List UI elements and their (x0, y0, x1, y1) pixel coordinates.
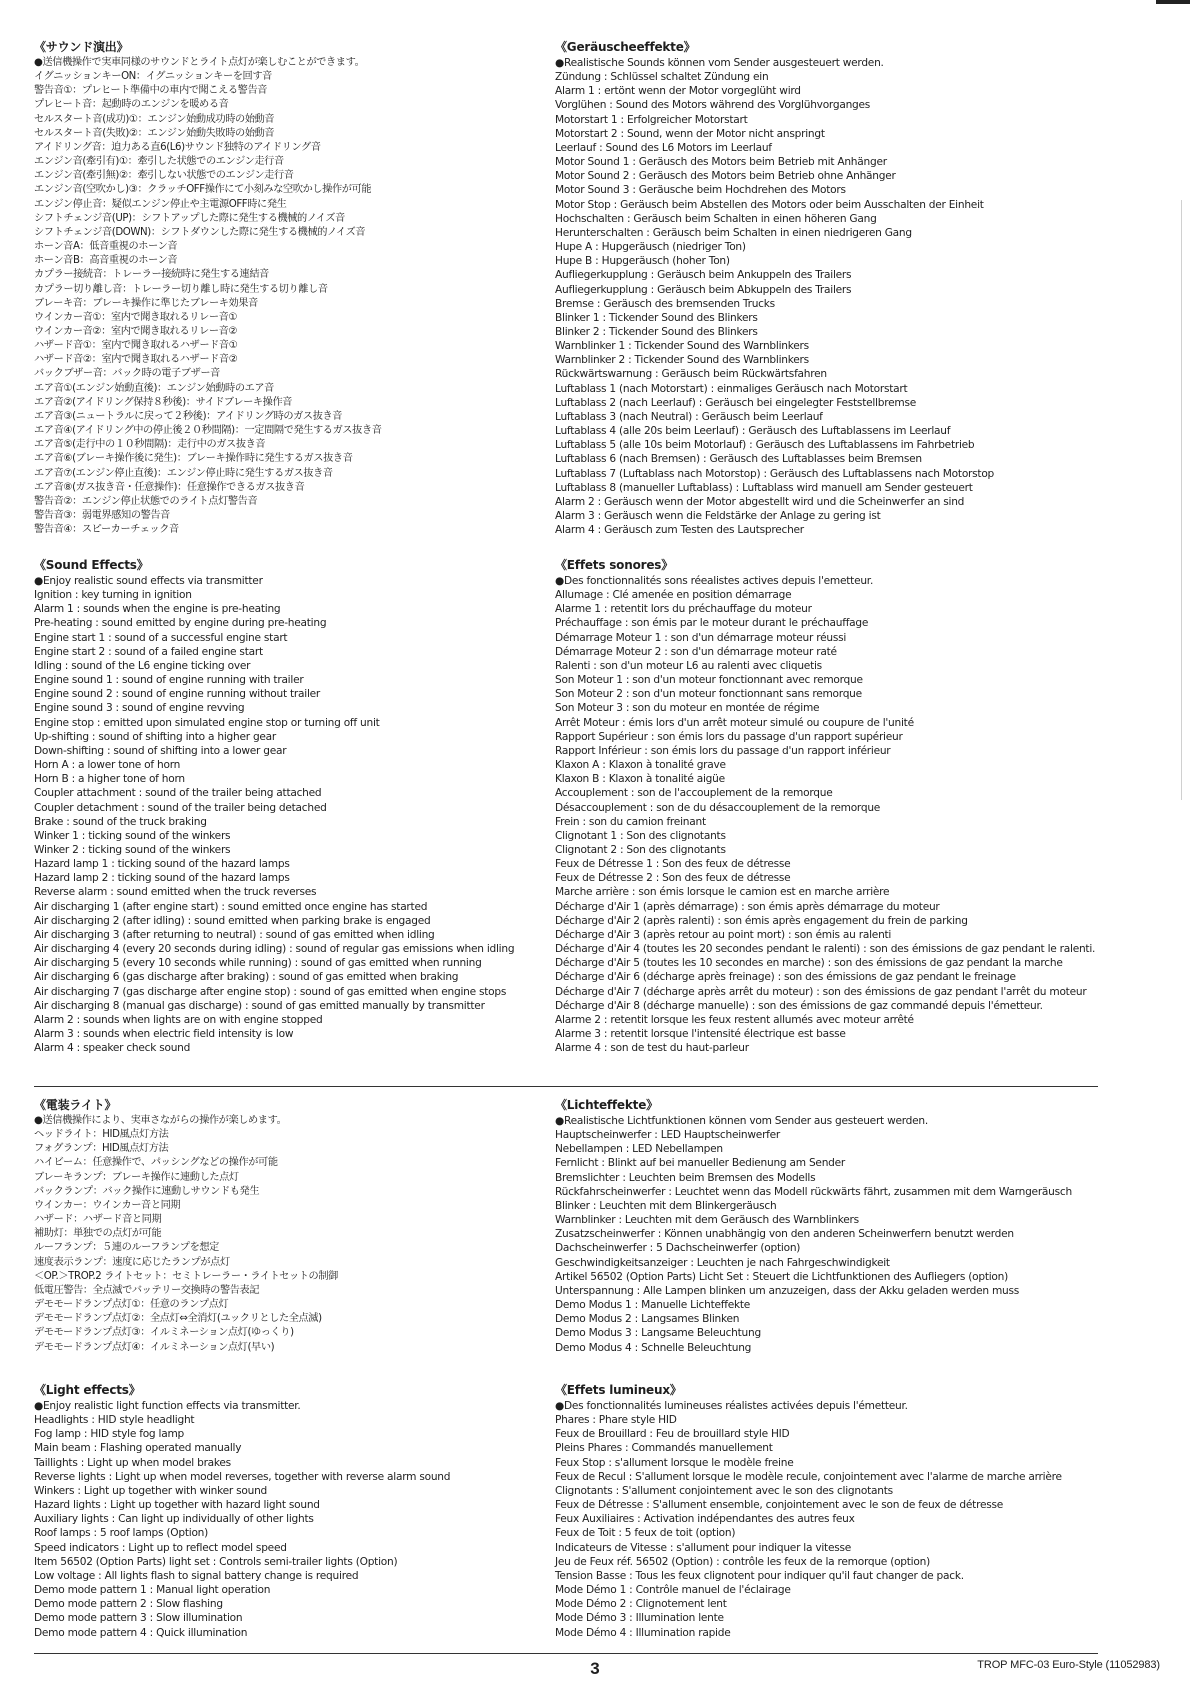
sound-effects-de (555, 40, 1115, 537)
text-line: Roof lamps : 5 roof lamps (Option) (34, 1527, 209, 1540)
text-line: エア音②(アイドリング保持８秒後)：サイドブレーキ操作音 (34, 396, 293, 408)
text-line: エア音③(ニュートラルに戻って２秒後)：アイドリング時のガス抜き音 (34, 410, 343, 422)
text-line: Coupler attachment : sound of the trailer being attached (34, 787, 322, 800)
text-line: Demo Modus 3 : Langsame Beleuchtung (555, 1327, 761, 1340)
text-line: Rapport Supérieur : son émis lors du passage d'un rapport supérieur (555, 730, 903, 743)
text-line: Reverse alarm : sound emitted when the truck reverses (34, 886, 317, 899)
text-line: ルーフランプ：５連のルーフランプを想定 (34, 1242, 219, 1254)
text-line: Geschwindigkeitsanzeiger : Leuchten je nach Fahrgeschwindigkeit (555, 1256, 890, 1269)
line-list (34, 1399, 564, 1640)
text-line: Son Moteur 3 : son du moteur en montée de régime (555, 702, 820, 715)
text-line: ホーン音B：高音重視のホーン音 (34, 255, 178, 267)
text-line: Feux de Détresse 2 : Son des feux de détresse (555, 872, 791, 885)
text-line: Feux Auxiliaires : Activation indépendantes des autres feux (555, 1513, 855, 1526)
text-line: エンジン音(空吹かし)③：クラッチOFF操作にて小刻みな空吹かし操作が可能 (34, 184, 372, 196)
text-line: Demo mode pattern 1 : Manual light operation (34, 1584, 271, 1597)
text-line: Alarm 2 : Geräusch wenn der Motor abgestellt wird und die Scheinwerfer an sind (555, 495, 965, 508)
text-line: バックブザー音：バック時の電子ブザー音 (34, 368, 220, 380)
light-effects-de (555, 1098, 1115, 1355)
text-line: デモモードランプ点灯②：全点灯⇔全消灯(ユックリとした全点滅) (34, 1313, 322, 1325)
text-line: Motorstart 2 : Sound, wenn der Motor nicht anspringt (555, 127, 825, 140)
text-line: Frein : son du camion freinant (555, 815, 706, 828)
text-line: Luftablass 8 (manueller Luftablass) : Luftablass wird manuell am Sender gesteuert (555, 481, 973, 494)
text-line: セルスタート音(成功)①：エンジン始動成功時の始動音 (34, 113, 275, 125)
text-line: 警告音④：スピーカーチェック音 (34, 524, 179, 536)
text-line: Artikel 56502 (Option Parts) Licht Set : Steuert die Lichtfunktionen des Aufliegers (option) (555, 1270, 1008, 1283)
text-line: Zusatzscheinwerfer : Können unabhängig von den anderen Scheinwerfern benutzt werden (555, 1228, 1014, 1241)
text-line: Alarm 1 : ertönt wenn der Motor vorgeglüht wird (555, 85, 801, 98)
text-line: Hazard lights : Light up together with hazard light sound (34, 1499, 320, 1512)
text-line: Alarm 4 : Geräusch zum Testen des Lautsprecher (555, 524, 804, 537)
text-line: エア音⑥(ブレーキ操作後に発生)：ブレーキ操作時に発生するガス抜き音 (34, 453, 353, 465)
text-line: デモモードランプ点灯③：イルミネーション点灯(ゆっくり) (34, 1327, 294, 1339)
text-line: Feux Stop : s'allument lorsque le modèle freine (555, 1456, 794, 1469)
text-line: Rückfahrscheinwerfer : Leuchtet wenn das Modell rückwärts fährt, zusammen mit dem Warngeräusch (555, 1185, 1072, 1198)
text-line: 警告音③：弱電界感知の警告音 (34, 510, 170, 521)
text-line: Engine sound 2 : sound of engine running without trailer (34, 688, 321, 701)
text-line: Préchauffage : son émis par le moteur durant le préchauffage (555, 617, 869, 630)
text-line: Herunterschalten : Geräusch beim Schalten in einen niedrigeren Gang (555, 226, 912, 239)
text-line: Alarme 1 : retentit lors du préchauffage du moteur (555, 603, 812, 616)
section-heading: 《Lichteffekte》 (555, 1098, 658, 1112)
text-line: エンジン音(牽引無)②：牽引しない状態でのエンジン走行音 (34, 170, 294, 182)
text-line: Demo Modus 2 : Langsames Blinken (555, 1313, 740, 1326)
text-line: Winker 1 : ticking sound of the winkers (34, 829, 231, 842)
text-line: Mode Démo 3 : Illumination lente (555, 1612, 724, 1625)
line-list (34, 1114, 564, 1355)
page-corner-tab (1156, 0, 1190, 4)
text-line: デモモードランプ点灯①：任意のランプ点灯 (34, 1299, 229, 1311)
text-line: シフトチェンジ音(DOWN)：シフトダウンした際に発生する機械的ノイズ音 (34, 226, 366, 238)
text-line: アイドリング音：迫力ある直6(L6)サウンド独特のアイドリング音 (34, 141, 321, 153)
text-line: Allumage : Clé amenée en position démarrage (555, 589, 792, 602)
text-line: Alarme 3 : retentit lorsque l'intensité électrique est basse (555, 1028, 846, 1040)
text-line: Hazard lamp 1 : ticking sound of the hazard lamps (34, 858, 290, 871)
text-line: Luftablass 1 (nach Motorstart) : einmaliges Geräusch nach Motorstart (555, 382, 908, 395)
text-line: Pre-heating : sound emitted by engine during pre-heating (34, 617, 327, 630)
line-list (34, 574, 564, 1055)
text-line: Headlights : HID style headlight (34, 1414, 195, 1427)
text-line: Feux de Détresse 1 : Son des feux de détresse (555, 858, 791, 871)
text-line: Engine stop : emitted upon simulated engine stop or turning off unit (34, 716, 380, 729)
text-line: Demo Modus 4 : Schnelle Beleuchtung (555, 1341, 752, 1354)
text-line: Son Moteur 2 : son d'un moteur fonctionnant sans remorque (555, 688, 862, 701)
text-line: 補助灯：単独での点灯が可能 (34, 1228, 162, 1240)
text-line: Clignotant 1 : Son des clignotants (555, 829, 726, 842)
text-line: ホーン音A：低音重視のホーン音 (34, 241, 178, 253)
text-line: Décharge d'Air 2 (après ralenti) : son émis après engagement du frein de parking (555, 914, 968, 927)
light-effects-en (34, 1383, 564, 1640)
text-line: Feux de Brouillard : Feu de brouillard style HID (555, 1428, 790, 1441)
text-line: ●Enjoy realistic sound effects via transmitter (34, 575, 263, 587)
text-line: Engine start 2 : sound of a failed engine start (34, 645, 263, 658)
text-line: ブレーキ音：ブレーキ操作に準じたブレーキ効果音 (34, 297, 258, 309)
footer-divider (34, 1653, 1098, 1654)
sound-effects-fr (555, 558, 1115, 1055)
text-line: Luftablass 6 (nach Bremsen) : Geräusch des Luftablasses beim Bremsen (555, 453, 922, 466)
text-line: イグニッションキーON：イグニッションキーを回す音 (34, 71, 272, 83)
section-heading: 《Effets sonores》 (555, 558, 674, 572)
text-line: Air discharging 7 (gas discharge after engine stop) : sound of gas emitted when engine stops (34, 985, 507, 998)
text-line: Accouplement : son de l'accouplement de la remorque (555, 787, 833, 800)
text-line: Décharge d'Air 8 (décharge manuelle) : son des émissions de gaz commandé depuis l'émetteur. (555, 999, 1043, 1012)
text-line: Décharge d'Air 4 (toutes les 20 secondes pendant le ralenti) : son des émissions de gaz pendant le ralenti. (555, 943, 1096, 956)
text-line: エア音④(アイドリング中の停止後２０秒間隔)：一定間隔で発生するガス抜き音 (34, 425, 382, 437)
text-line: Feux de Toit : 5 feux de toit (option) (555, 1527, 736, 1540)
text-line: Low voltage : All lights flash to signal battery change is required (34, 1569, 359, 1582)
text-line: Down-shifting : sound of shifting into a lower gear (34, 744, 287, 757)
line-list (34, 56, 564, 537)
text-line: バックランプ：バック操作に連動しサウンドも発生 (34, 1185, 260, 1197)
text-line: Engine sound 1 : sound of engine running with trailer (34, 674, 304, 687)
text-line: Blinker : Leuchten mit dem Blinkergeräusch (555, 1199, 777, 1212)
text-line: Motorstart 1 : Erfolgreicher Motorstart (555, 113, 748, 126)
text-line: Warnblinker 1 : Tickender Sound des Warnblinkers (555, 340, 809, 353)
section-heading: 《電装ライト》 (34, 1098, 117, 1112)
text-line: Son Moteur 1 : son d'un moteur fonctionnant avec remorque (555, 674, 863, 687)
text-line: Désaccouplement : son de du désaccouplement de la remorque (555, 801, 881, 814)
text-line: Bremse : Geräusch des bremsenden Trucks (555, 297, 775, 310)
text-line: Motor Sound 1 : Geräusch des Motors beim Betrieb mit Anhänger (555, 156, 887, 169)
text-line: Demo mode pattern 4 : Quick illumination (34, 1626, 248, 1639)
text-line: Jeu de Feux réf. 56502 (Option) : contrôle les feux de la remorque (option) (555, 1555, 930, 1568)
text-line: Démarrage Moteur 1 : son d'un démarrage moteur réussi (555, 631, 847, 644)
text-line: エア音⑦(エンジン停止直後)：エンジン停止時に発生するガス抜き音 (34, 467, 333, 479)
text-line: Coupler detachment : sound of the trailer being detached (34, 801, 327, 814)
text-line: Klaxon A : Klaxon à tonalité grave (555, 759, 726, 772)
text-line: プレヒート音：起動時のエンジンを暖める音 (34, 99, 229, 111)
text-line: Klaxon B : Klaxon à tonalité aigüe (555, 773, 725, 786)
text-line: Mode Démo 2 : Clignotement lent (555, 1598, 727, 1611)
text-line: Alarm 4 : speaker check sound (34, 1042, 191, 1055)
text-line: Main beam : Flashing operated manually (34, 1442, 242, 1455)
text-line: Item 56502 (Option Parts) light set : Controls semi-trailer lights (Option) (34, 1555, 398, 1568)
footer-title: TROP MFC-03 Euro-Style (11052983) (977, 1659, 1160, 1671)
text-line: Aufliegerkupplung : Geräusch beim Abkuppeln des Trailers (555, 283, 852, 296)
text-line: Zündung : Schlüssel schaltet Zündung ein (555, 71, 769, 84)
text-line: Feux de Détresse : S'allument ensemble, conjointement avec le son de feux de détresse (555, 1499, 1004, 1512)
text-line: ●Des fonctionnalités lumineuses réalistes activées depuis l'émetteur. (555, 1400, 908, 1412)
text-line: Speed indicators : Light up to reflect model speed (34, 1541, 287, 1554)
section-heading: 《Geräuscheeffekte》 (555, 40, 696, 54)
text-line: Démarrage Moteur 2 : son d'un démarrage moteur raté (555, 645, 837, 658)
text-line: ブレーキランプ：ブレーキ操作に連動した点灯 (34, 1171, 239, 1183)
text-line: Décharge d'Air 5 (toutes les 10 secondes en marche) : son des émissions de gaz pendant la marche (555, 957, 1063, 970)
text-line: Demo mode pattern 3 : Slow illumination (34, 1612, 243, 1625)
text-line: ＜OP.＞TROP.2 ライトセット：セミトレーラー・ライトセットの制御 (34, 1270, 338, 1282)
sound-effects-en (34, 558, 564, 1055)
text-line: Unterspannung : Alle Lampen blinken um anzuzeigen, dass der Akku geladen werden muss (555, 1284, 1020, 1297)
text-line: Alarm 2 : sounds when lights are on with engine stopped (34, 1013, 323, 1026)
text-line: カプラー切り離し音：トレーラー切り離し時に発生する切り離し音 (34, 283, 328, 295)
text-line: Nebellampen : LED Nebellampen (555, 1143, 723, 1156)
text-line: ●Realistische Sounds können vom Sender ausgesteuert werden. (555, 57, 884, 69)
text-line: Hauptscheinwerfer : LED Hauptscheinwerfer (555, 1129, 781, 1142)
text-line: Engine start 1 : sound of a successful engine start (34, 631, 288, 644)
text-line: シフトチェンジ音(UP)：シフトアップした際に発生する機械的ノイズ音 (34, 212, 345, 224)
text-line: Motor Sound 3 : Geräusche beim Hochdrehen des Motors (555, 184, 846, 197)
text-line: Luftablass 5 (alle 10s beim Motorlauf) : Geräusch des Luftablassens im Fahrbetrieb (555, 439, 975, 452)
text-line: Warnblinker : Leuchten mit dem Geräusch des Warnblinkers (555, 1214, 859, 1227)
text-line: Ralenti : son d'un moteur L6 au ralenti avec cliquetis (555, 659, 822, 672)
text-line: Hazard lamp 2 : ticking sound of the hazard lamps (34, 872, 290, 885)
text-line: Air discharging 5 (every 10 seconds while running) : sound of gas emitted when running (34, 957, 482, 970)
sound-effects-jp (34, 40, 564, 537)
text-line: Indicateurs de Vitesse : s'allument pour indiquer la vitesse (555, 1541, 852, 1554)
text-line: Alarm 3 : sounds when electric field intensity is low (34, 1028, 294, 1040)
text-line: Leerlauf : Sound des L6 Motors im Leerlauf (555, 141, 772, 154)
text-line: Phares : Phare style HID (555, 1414, 677, 1427)
text-line: ハザード音①：室内で聞き取れるハザード音① (34, 340, 238, 352)
text-line: Warnblinker 2 : Tickender Sound des Warnblinkers (555, 354, 809, 367)
text-line: Horn B : a higher tone of horn (34, 773, 185, 786)
text-line: Alarme 4 : son de test du haut-parleur (555, 1042, 749, 1055)
text-line: Luftablass 3 (nach Neutral) : Geräusch beim Leerlauf (555, 410, 823, 423)
text-line: Décharge d'Air 3 (après retour au point mort) : son émis au ralenti (555, 928, 892, 941)
text-line: Clignotant 2 : Son des clignotants (555, 843, 726, 856)
text-line: Up-shifting : sound of shifting into a higher gear (34, 730, 277, 743)
text-line: Arrêt Moteur : émis lors d'un arrêt moteur simulé ou coupure de l'unité (555, 716, 914, 729)
text-line: Hochschalten : Geräusch beim Schalten in einen höheren Gang (555, 212, 877, 225)
section-heading: 《Effets lumineux》 (555, 1383, 682, 1397)
text-line: ハザード：ハザード音と同期 (34, 1214, 162, 1226)
text-line: ウインカー：ウインカー音と同期 (34, 1199, 181, 1211)
text-line: Alarm 3 : Geräusch wenn die Feldstärke der Anlage zu gering ist (555, 510, 881, 522)
text-line: Pleins Phares : Commandés manuellement (555, 1442, 773, 1455)
text-line: Vorglühen : Sound des Motors während des Vorglühvorganges (555, 99, 871, 112)
text-line: Luftablass 4 (alle 20s beim Leerlauf) : Geräusch des Luftablassens im Leerlauf (555, 425, 951, 438)
text-line: エア音⑧(ガス抜き音・任意操作)：任意操作できるガス抜き音 (34, 481, 305, 493)
text-line: エンジン音(牽引有)①：牽引した状態でのエンジン走行音 (34, 156, 284, 168)
text-line: カプラー接続音：トレーラー接続時に発生する連結音 (34, 269, 269, 281)
text-line: Motor Stop : Geräusch beim Abstellen des Motors oder beim Ausschalten der Einheit (555, 198, 984, 211)
text-line: Aufliegerkupplung : Geräusch beim Ankuppeln des Trailers (555, 269, 852, 282)
text-line: Idling : sound of the L6 engine ticking over (34, 659, 251, 672)
section-heading: 《Sound Effects》 (34, 558, 149, 572)
text-line: 低電圧警告：全点滅でバッテリー交換時の警告表記 (34, 1284, 260, 1296)
text-line: ●送信機操作で実車同様のサウンドとライト点灯が楽しむことができます。 (34, 57, 365, 68)
text-line: Air discharging 2 (after idling) : sound emitted when parking brake is engaged (34, 914, 431, 927)
line-list (555, 1114, 1115, 1355)
text-line: Air discharging 4 (every 20 seconds during idling) : sound of regular gas emissions when idling (34, 943, 515, 956)
text-line: Blinker 2 : Tickender Sound des Blinkers (555, 325, 758, 338)
text-line: Mode Démo 1 : Contrôle manuel de l'éclairage (555, 1584, 791, 1597)
text-line: Taillights : Light up when model brakes (34, 1456, 231, 1469)
text-line: フォグランプ：HID風点灯方法 (34, 1143, 169, 1155)
text-line: Ignition : key turning in ignition (34, 589, 192, 602)
light-effects-jp (34, 1098, 564, 1355)
text-line: Hupe A : Hupgeräusch (niedriger Ton) (555, 241, 746, 254)
text-line: Luftablass 7 (Luftablass nach Motorstop) : Geräusch des Luftablassens nach Motorstop (555, 467, 995, 480)
text-line: エア音①(エンジン始動直後)：エンジン始動時のエア音 (34, 382, 274, 394)
text-line: Dachscheinwerfer : 5 Dachscheinwerfer (option) (555, 1242, 801, 1255)
text-line: 警告音②：エンジン停止状態でのライト点灯警告音 (34, 495, 258, 507)
text-line: Hupe B : Hupgeräusch (hoher Ton) (555, 255, 730, 268)
text-line: ●送信機操作により、実車さながらの操作が楽しめます。 (34, 1115, 287, 1126)
scan-edge-line (1181, 200, 1182, 800)
text-line: Brake : sound of the truck braking (34, 815, 207, 828)
page-number: 3 (590, 1659, 600, 1678)
text-line: Luftablass 2 (nach Leerlauf) : Geräusch bei eingelegter Feststellbremse (555, 396, 916, 409)
text-line: Auxiliary lights : Can light up individually of other lights (34, 1513, 314, 1526)
text-line: Air discharging 8 (manual gas discharge) : sound of gas emitted manually by transmitter (34, 999, 485, 1012)
text-line: Décharge d'Air 1 (après démarrage) : son émis après démarrage du moteur (555, 900, 940, 913)
text-line: Rückwärtswarnung : Geräusch beim Rückwärtsfahren (555, 368, 827, 381)
light-effects-fr (555, 1383, 1115, 1640)
text-line: Reverse lights : Light up when model reverses, together with reverse alarm sound (34, 1470, 451, 1483)
text-line: セルスタート音(失敗)②：エンジン始動失敗時の始動音 (34, 127, 275, 139)
section-heading: 《Light effects》 (34, 1383, 141, 1397)
text-line: Décharge d'Air 7 (décharge après arrêt du moteur) : son des émissions de gaz pendant l'arrêt du moteur (555, 985, 1087, 998)
text-line: Engine sound 3 : sound of engine revving (34, 702, 245, 715)
text-line: ●Enjoy realistic light function effects via transmitter. (34, 1400, 301, 1412)
text-line: Air discharging 6 (gas discharge after braking) : sound of gas emitted when braking (34, 971, 459, 984)
text-line: Air discharging 3 (after returning to neutral) : sound of gas emitted when idling (34, 928, 435, 941)
text-line: エンジン停止音：疑似エンジン停止や主電源OFF時に発生 (34, 198, 287, 210)
line-list (555, 574, 1115, 1055)
section-heading: 《サウンド演出》 (34, 40, 129, 54)
text-line: Alarm 1 : sounds when the engine is pre-heating (34, 603, 281, 616)
text-line: Rapport Inférieur : son émis lors du passage d'un rapport inférieur (555, 744, 891, 757)
text-line: Air discharging 1 (after engine start) : sound emitted once engine has started (34, 900, 428, 913)
text-line: Motor Sound 2 : Geräusch des Motors beim Betrieb ohne Anhänger (555, 170, 896, 183)
text-line: Alarme 2 : retentit lorsque les feux restent allumés avec moteur arrêté (555, 1013, 914, 1026)
text-line: Demo mode pattern 2 : Slow flashing (34, 1598, 223, 1611)
text-line: Mode Démo 4 : Illumination rapide (555, 1626, 731, 1639)
text-line: Demo Modus 1 : Manuelle Lichteffekte (555, 1299, 751, 1312)
text-line: Décharge d'Air 6 (décharge après freinage) : son des émissions de gaz pendant le freinage (555, 971, 1016, 984)
text-line: Horn A : a lower tone of horn (34, 759, 181, 772)
text-line: Fog lamp : HID style fog lamp (34, 1428, 184, 1441)
text-line: ●Realistische Lichtfunktionen können vom Sender aus gesteuert werden. (555, 1115, 928, 1127)
text-line: ハイビーム：任意操作で、パッシングなどの操作が可能 (34, 1157, 278, 1169)
text-line: ウインカー音①：室内で聞き取れるリレー音① (34, 311, 238, 323)
text-line: Feux de Recul : S'allument lorsque le modèle recule, conjointement avec l'alarme de marche arrière (555, 1470, 1062, 1483)
text-line: Bremslichter : Leuchten beim Bremsen des Modells (555, 1171, 816, 1184)
text-line: ●Des fonctionnalités sons réealistes actives depuis l'emetteur. (555, 575, 874, 587)
line-list (555, 1399, 1115, 1640)
text-line: ハザード音②：室内で聞き取れるハザード音② (34, 354, 238, 366)
text-line: デモモードランプ点灯④：イルミネーション点灯(早い) (34, 1341, 275, 1353)
text-line: Clignotants : S'allument conjointement avec le son des clignotants (555, 1484, 893, 1497)
text-line: Fernlicht : Blinkt auf bei manueller Bedienung am Sender (555, 1157, 846, 1170)
text-line: 警告音①：プレヒート準備中の車内で聞こえる警告音 (34, 85, 268, 97)
text-line: ヘッドライト：HID風点灯方法 (34, 1129, 169, 1141)
text-line: エア音⑤(走行中の１０秒間隔)：走行中のガス抜き音 (34, 439, 266, 451)
text-line: 速度表示ランプ：速度に応じたランプが点灯 (34, 1256, 230, 1268)
line-list (555, 56, 1115, 537)
section-divider (34, 1086, 1098, 1087)
text-line: Winker 2 : ticking sound of the winkers (34, 843, 231, 856)
text-line: Marche arrière : son émis lorsque le camion est en marche arrière (555, 886, 890, 899)
text-line: Winkers : Light up together with winker sound (34, 1484, 268, 1497)
text-line: Tension Basse : Tous les feux clignotent pour indiquer qu'il faut changer de pack. (555, 1569, 964, 1582)
text-line: Blinker 1 : Tickender Sound des Blinkers (555, 311, 758, 324)
text-line: ウインカー音②：室内で聞き取れるリレー音② (34, 325, 238, 337)
